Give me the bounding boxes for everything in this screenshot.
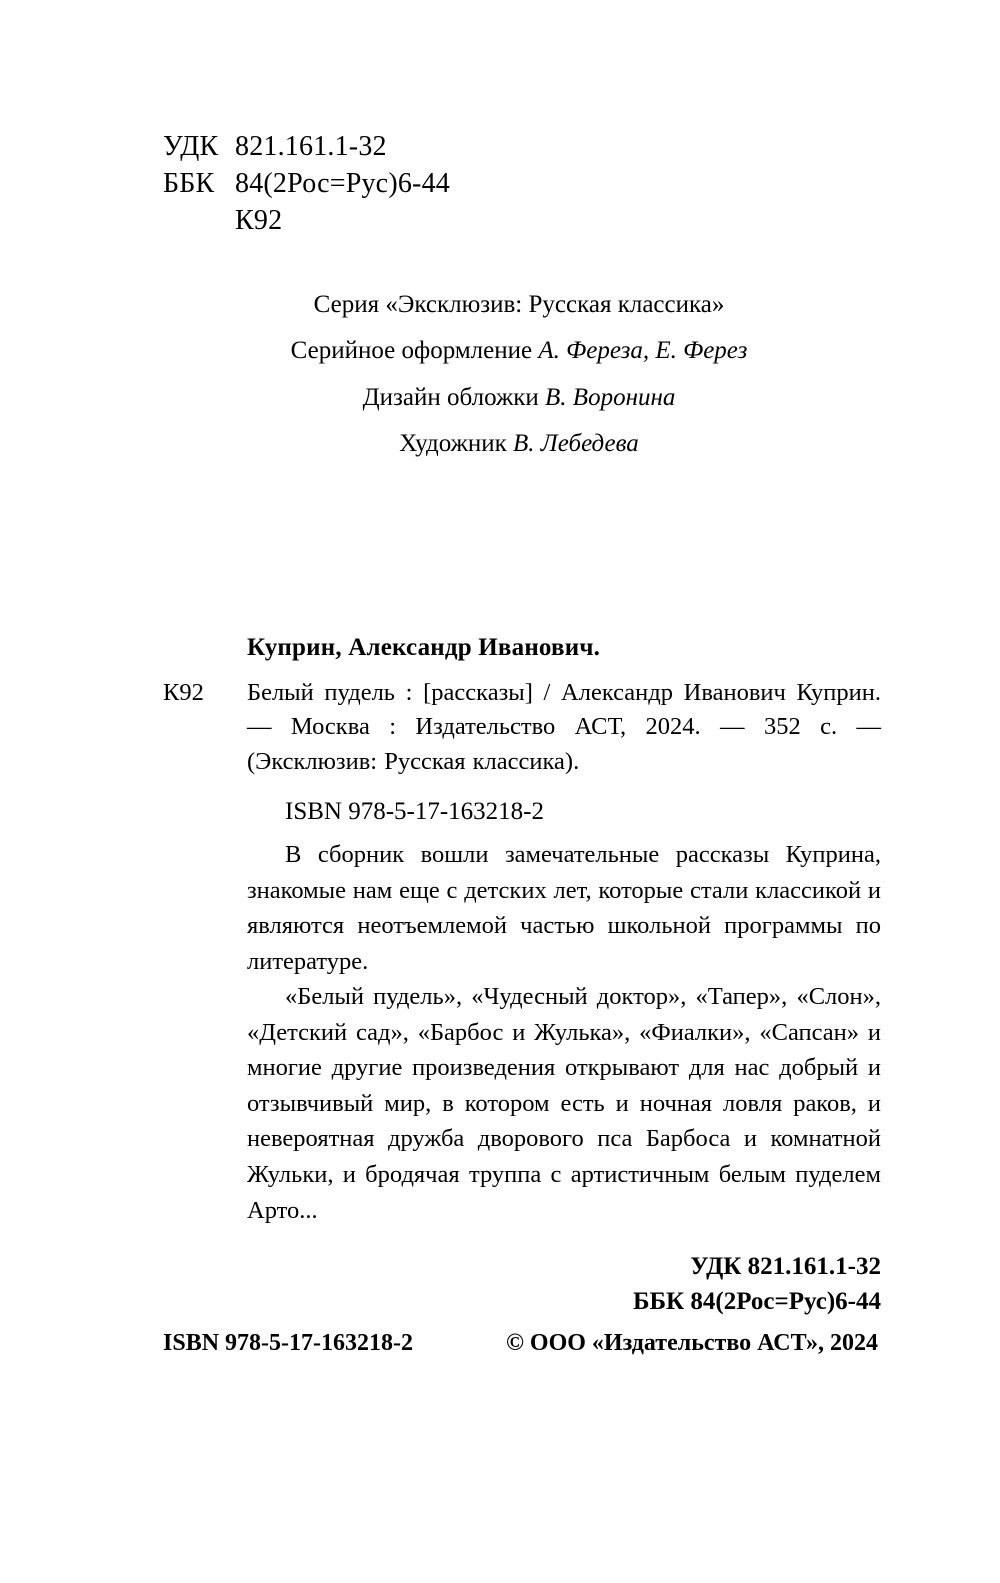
annotation — [247, 837, 881, 1228]
artist-credit — [163, 421, 875, 467]
bbk-value: 84(2Рос=Рус)6-44 — [235, 168, 450, 200]
bbk-label: ББК — [163, 168, 215, 200]
series-design — [163, 328, 875, 374]
series-title: Серия «Эксклюзив: Русская классика» — [313, 291, 725, 318]
annotation-paragraph: В сборник вошли замечательные рассказы Куприна, знакомые нам еще с детских лет, которые стали классикой и являются неотъемлемой частью школьной программы по литературе. — [247, 841, 881, 975]
cip-sigil: К92 — [163, 678, 204, 706]
cover-design — [163, 375, 875, 421]
artist-names: В. Лебедева — [513, 429, 639, 457]
annotation-paragraph: «Белый пудель», «Чудесный доктор», «Тапер», «Слон», «Детский сад», «Барбос и Жулька», «Фиалки», «Сапсан» и многие другие произведения открывают для нас добрый и отзывчивый мир, в котором есть и ночная ловля раков, и невероятная дружба дворового пса Барбоса и комнатной Жульки, и бродячая труппа с артистичным белым пуделем Арто... — [247, 983, 881, 1224]
bbk-row — [163, 165, 450, 202]
udk-bottom-line: УДК 821.161.1-32 — [690, 1253, 881, 1281]
cover-design-names: В. Воронина — [545, 383, 676, 411]
series-design-label: Серийное оформление — [290, 337, 539, 365]
udk-row — [163, 128, 450, 165]
series-credits — [163, 282, 875, 467]
cip-author: Куприн, Александр Иванович. — [247, 634, 601, 661]
cip-body — [163, 676, 881, 780]
cip-isbn: ISBN 978-5-17-163218-2 — [285, 797, 545, 825]
cover-design-label: Дизайн обложки — [362, 383, 546, 411]
cip-description: Белый пудель : [рассказы] / Александр Иванович Куприн. — Москва : Издательство АСТ, 2024. — 352 с. — (Эксклюзив: Русская классика). — [247, 678, 881, 776]
udk-value: 821.161.1-32 — [235, 131, 387, 162]
udk-label: УДК — [163, 131, 219, 162]
bbk-bottom-line: ББК 84(2Рос=Рус)6-44 — [633, 1287, 881, 1315]
page-footer — [163, 1330, 878, 1357]
series-design-names: А. Фереза, Е. Ферез — [538, 337, 748, 365]
classification-block — [163, 128, 450, 240]
footer-isbn: ISBN 978-5-17-163218-2 — [163, 1330, 413, 1356]
footer-copyright: © ООО «Издательство АСТ», 2024 — [505, 1330, 878, 1356]
cip-classification-footer — [247, 1250, 881, 1319]
author-code: К92 — [235, 205, 283, 237]
cip-record — [163, 630, 881, 1319]
artist-label: Художник — [399, 429, 514, 457]
